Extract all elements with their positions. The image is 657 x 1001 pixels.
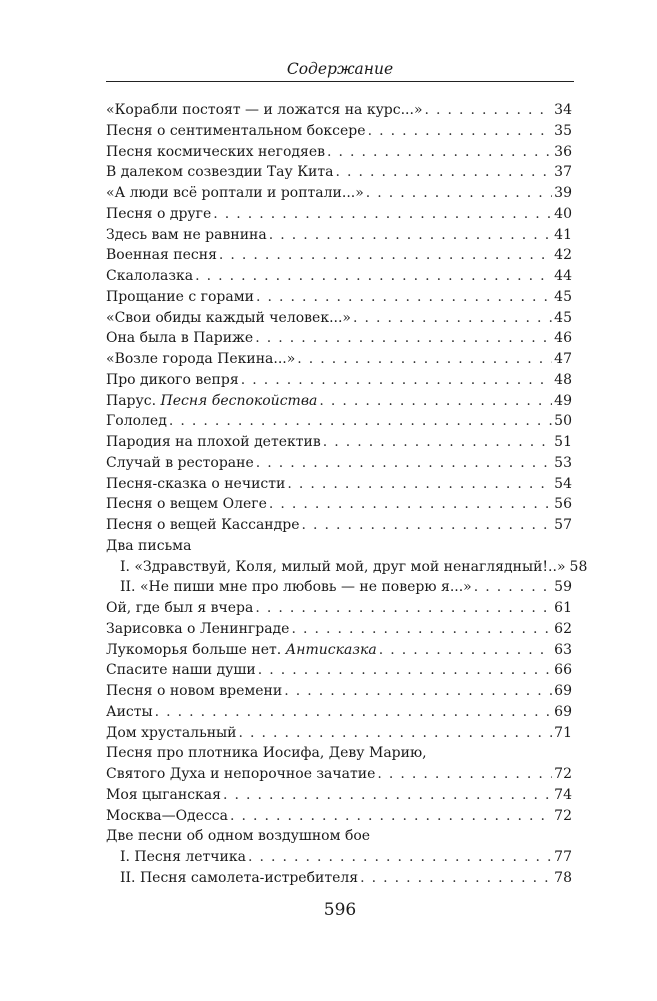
entry-page: 62	[554, 620, 572, 637]
entry-title: Случай в ресторане	[106, 454, 254, 471]
dot-leader	[353, 308, 552, 329]
dot-leader	[195, 266, 552, 287]
toc-entry	[106, 287, 572, 308]
dot-leader	[366, 183, 552, 204]
entry-page: 59	[554, 579, 572, 596]
toc-entry	[106, 785, 572, 806]
entry-title: Лукоморья больше нет.	[106, 641, 282, 658]
toc-entry	[106, 432, 572, 453]
dot-leader	[269, 225, 552, 246]
toc-group-heading: Два письма	[106, 537, 192, 554]
entry-title: Святого Духа и непорочное зачатие	[106, 766, 376, 782]
entry-page: 35	[554, 122, 572, 139]
toc-subentry	[106, 557, 588, 578]
entry-title: Зарисовка о Ленинграде	[106, 620, 290, 637]
table-of-contents	[106, 100, 588, 889]
dot-leader	[360, 868, 552, 889]
entry-title: Москва—Одесса	[106, 807, 228, 824]
entry-page: 42	[554, 247, 572, 264]
entry-page: 58	[569, 558, 588, 575]
entry-title: «А люди всё роптали и роптали...»	[106, 185, 364, 201]
toc-entry	[106, 411, 572, 432]
entry-page: 63	[554, 641, 572, 658]
entry-title: Песня-сказка о нечисти	[106, 475, 286, 492]
toc-entry	[106, 308, 572, 329]
dot-leader	[379, 640, 552, 661]
entry-title: Гололед	[106, 413, 167, 430]
entry-title: Песня о вещей Кассандре	[106, 517, 300, 533]
toc-entry	[106, 640, 572, 661]
dot-leader	[256, 287, 552, 308]
toc-entry	[106, 723, 572, 744]
header-rule	[106, 81, 574, 82]
toc-group-heading: Две песни об одном воздушном бое	[106, 828, 371, 845]
toc-entry	[106, 204, 572, 225]
dot-leader	[335, 162, 552, 183]
entry-page: 78	[554, 869, 572, 886]
toc-entry	[106, 349, 572, 370]
entry-page: 45	[554, 288, 572, 305]
toc-entry	[106, 183, 572, 204]
toc-entry	[106, 391, 572, 412]
entry-title: Песня о друге	[106, 205, 212, 222]
toc-entry-first-line: Песня про плотника Иосифа, Деву Марию,	[106, 745, 427, 762]
entry-page: 71	[554, 724, 572, 741]
toc-entry	[106, 681, 572, 702]
entry-title: Парус.	[106, 392, 157, 409]
entry-title: Дом хрустальный	[106, 724, 237, 741]
entry-page: 72	[554, 807, 572, 824]
dot-leader	[219, 245, 552, 266]
entry-title: Моя цыганская	[106, 786, 221, 803]
toc-entry	[106, 474, 572, 495]
entry-title: Скалолазка	[106, 268, 194, 284]
entry-page: 57	[554, 517, 572, 533]
entry-title: Аисты	[106, 703, 153, 720]
toc-entry	[106, 515, 572, 536]
entry-title: Прощание с горами	[106, 288, 254, 305]
toc-entry	[106, 453, 572, 474]
entry-page: 44	[554, 268, 572, 284]
toc-entry	[106, 266, 572, 287]
entry-page: 77	[554, 849, 572, 865]
toc-subentry	[106, 847, 572, 868]
entry-title: Ой, где был я вчера	[106, 600, 254, 616]
entry-title: Военная песня	[106, 247, 217, 264]
dot-leader	[230, 806, 552, 827]
entry-title: В далеком созвездии Тау Кита	[106, 164, 334, 181]
entry-title: I. «Здравствуй, Коля, милый мой, друг мой ненаглядный!..»	[120, 558, 566, 575]
dot-leader	[213, 204, 552, 225]
dot-leader	[258, 660, 552, 681]
entry-title: «Свои обиды каждый человек...»	[106, 309, 351, 326]
dot-leader	[301, 515, 552, 536]
page-number: 596	[323, 900, 357, 920]
entry-title: «Возле города Пекина...»	[106, 351, 296, 367]
dot-leader	[327, 142, 552, 163]
toc-entry	[106, 619, 572, 640]
toc-entry	[106, 328, 572, 349]
dot-leader	[241, 370, 552, 391]
dot-leader	[255, 598, 552, 619]
entry-page: 69	[554, 703, 572, 720]
entry-page: 37	[554, 164, 572, 181]
entry-page: 48	[554, 371, 572, 388]
entry-subtitle: Песня беспокойства	[160, 392, 318, 409]
entry-title: Песня о новом времени	[106, 683, 283, 699]
toc-entry	[106, 660, 572, 681]
dot-leader	[155, 702, 553, 723]
entry-page: 53	[554, 454, 572, 471]
entry-page: 45	[554, 309, 572, 326]
dot-leader	[319, 391, 552, 412]
entry-title: Пародия на плохой детектив	[106, 434, 321, 450]
toc-entry	[106, 806, 572, 827]
toc-entry-continuation	[106, 764, 572, 785]
dot-leader	[297, 349, 552, 370]
entry-page: 54	[554, 475, 572, 492]
entry-title: Спасите наши души	[106, 662, 256, 679]
dot-leader	[425, 100, 553, 121]
entry-page: 47	[554, 351, 572, 367]
toc-entry	[106, 121, 572, 142]
entry-title: Про дикого вепря	[106, 371, 239, 388]
entry-title: Она была в Париже	[106, 330, 254, 347]
entry-title: «Корабли постоят — и ложатся на курс...»	[106, 102, 423, 118]
toc-entry	[106, 162, 572, 183]
entry-page: 51	[554, 434, 572, 450]
entry-page: 72	[554, 766, 572, 782]
entry-title: Песня о сентиментальном боксере	[106, 122, 366, 139]
entry-page: 34	[554, 102, 572, 118]
entry-page: 36	[554, 143, 572, 160]
entry-page: 61	[554, 600, 572, 616]
running-header: Содержание	[286, 60, 394, 78]
dot-leader	[255, 328, 552, 349]
dot-leader	[223, 785, 552, 806]
toc-subentry	[106, 868, 572, 889]
dot-leader	[323, 432, 552, 453]
entry-page: 74	[554, 786, 572, 803]
entry-title: II. «Не пиши мне про любовь — не поверю я...»	[120, 579, 472, 596]
entry-page: 49	[554, 392, 572, 409]
entry-title: I. Песня летчика	[120, 849, 246, 865]
dot-leader	[474, 577, 552, 598]
toc-entry	[106, 370, 572, 391]
entry-page: 56	[554, 496, 572, 513]
dot-leader	[377, 764, 552, 785]
toc-entry	[106, 598, 572, 619]
toc-entry	[106, 245, 572, 266]
toc-subentry	[106, 577, 572, 598]
dot-leader	[287, 474, 552, 495]
entry-page: 41	[554, 226, 572, 243]
toc-entry	[106, 225, 572, 246]
toc-entry	[106, 494, 572, 515]
toc-entry	[106, 702, 572, 723]
dot-leader	[248, 847, 552, 868]
toc-entry	[106, 142, 572, 163]
entry-title: Песня космических негодяев	[106, 143, 325, 160]
entry-page: 46	[554, 330, 572, 347]
dot-leader	[291, 619, 552, 640]
dot-leader	[169, 411, 552, 432]
entry-title-group	[106, 640, 377, 661]
entry-title-group	[106, 391, 317, 412]
entry-page: 40	[554, 205, 572, 222]
entry-page: 39	[554, 185, 572, 201]
entry-title: Здесь вам не равнина	[106, 226, 267, 243]
dot-leader	[256, 453, 552, 474]
entry-title: Песня о вещем Олеге	[106, 496, 267, 513]
dot-leader	[269, 494, 552, 515]
dot-leader	[368, 121, 553, 142]
entry-page: 50	[554, 413, 572, 430]
entry-page: 66	[554, 662, 572, 679]
entry-subtitle: Антисказка	[285, 641, 377, 658]
dot-leader	[239, 723, 553, 744]
dot-leader	[284, 681, 552, 702]
toc-entry	[106, 100, 572, 121]
entry-title: II. Песня самолета-истребителя	[120, 869, 359, 886]
entry-page: 69	[554, 683, 572, 699]
